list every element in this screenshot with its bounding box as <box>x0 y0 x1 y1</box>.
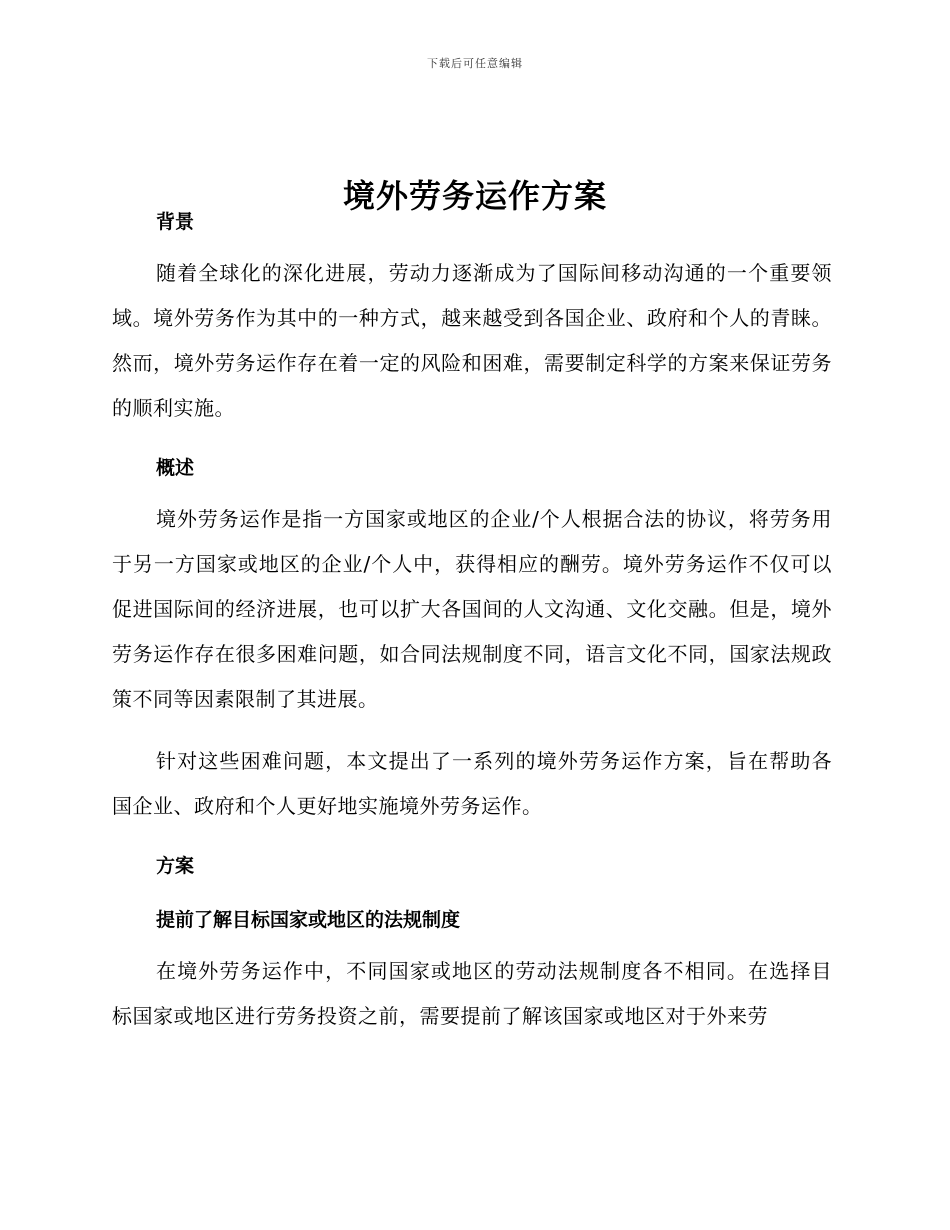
regulations-paragraph: 在境外劳务运作中，不同国家或地区的劳动法规制度各不相同。在选择目标国家或地区进行劳务投资之前，需要提前了解该国家或地区对于外来劳 <box>112 959 832 1028</box>
subsection-heading-regulations: 提前了解目标国家或地区的法规制度 <box>156 909 461 931</box>
document-title: 境外劳务运作方案 <box>342 177 607 216</box>
section-heading-overview: 概述 <box>156 457 195 479</box>
section-heading-background: 背景 <box>156 211 195 233</box>
page-header-note: 下载后可任意编辑 <box>427 57 523 70</box>
background-paragraph: 随着全球化的深化进展，劳动力逐渐成为了国际间移动沟通的一个重要领域。境外劳务作为其中的一种方式，越来越受到各国企业、政府和个人的青睐。然而，境外劳务运作存在着一定的风险和困难，需要制定科学的方案来保证劳务的顺利实施。 <box>112 261 832 420</box>
overview-paragraph-1: 境外劳务运作是指一方国家或地区的企业/个人根据合法的协议，将劳务用于另一方国家或地区的企业/个人中，获得相应的酬劳。境外劳务运作不仅可以促进国际间的经济进展，也可以扩大各国间的人文沟通、文化交融。但是，境外劳务运作存在很多困难问题，如合同法规制度不同，语言文化不同，国家法规政策不同等因素限制了其进展。 <box>112 507 832 711</box>
section-heading-plan: 方案 <box>156 855 195 877</box>
overview-paragraph-2: 针对这些困难问题，本文提出了一系列的境外劳务运作方案，旨在帮助各国企业、政府和个人更好地实施境外劳务运作。 <box>112 749 832 818</box>
document-body <box>112 205 832 1039</box>
